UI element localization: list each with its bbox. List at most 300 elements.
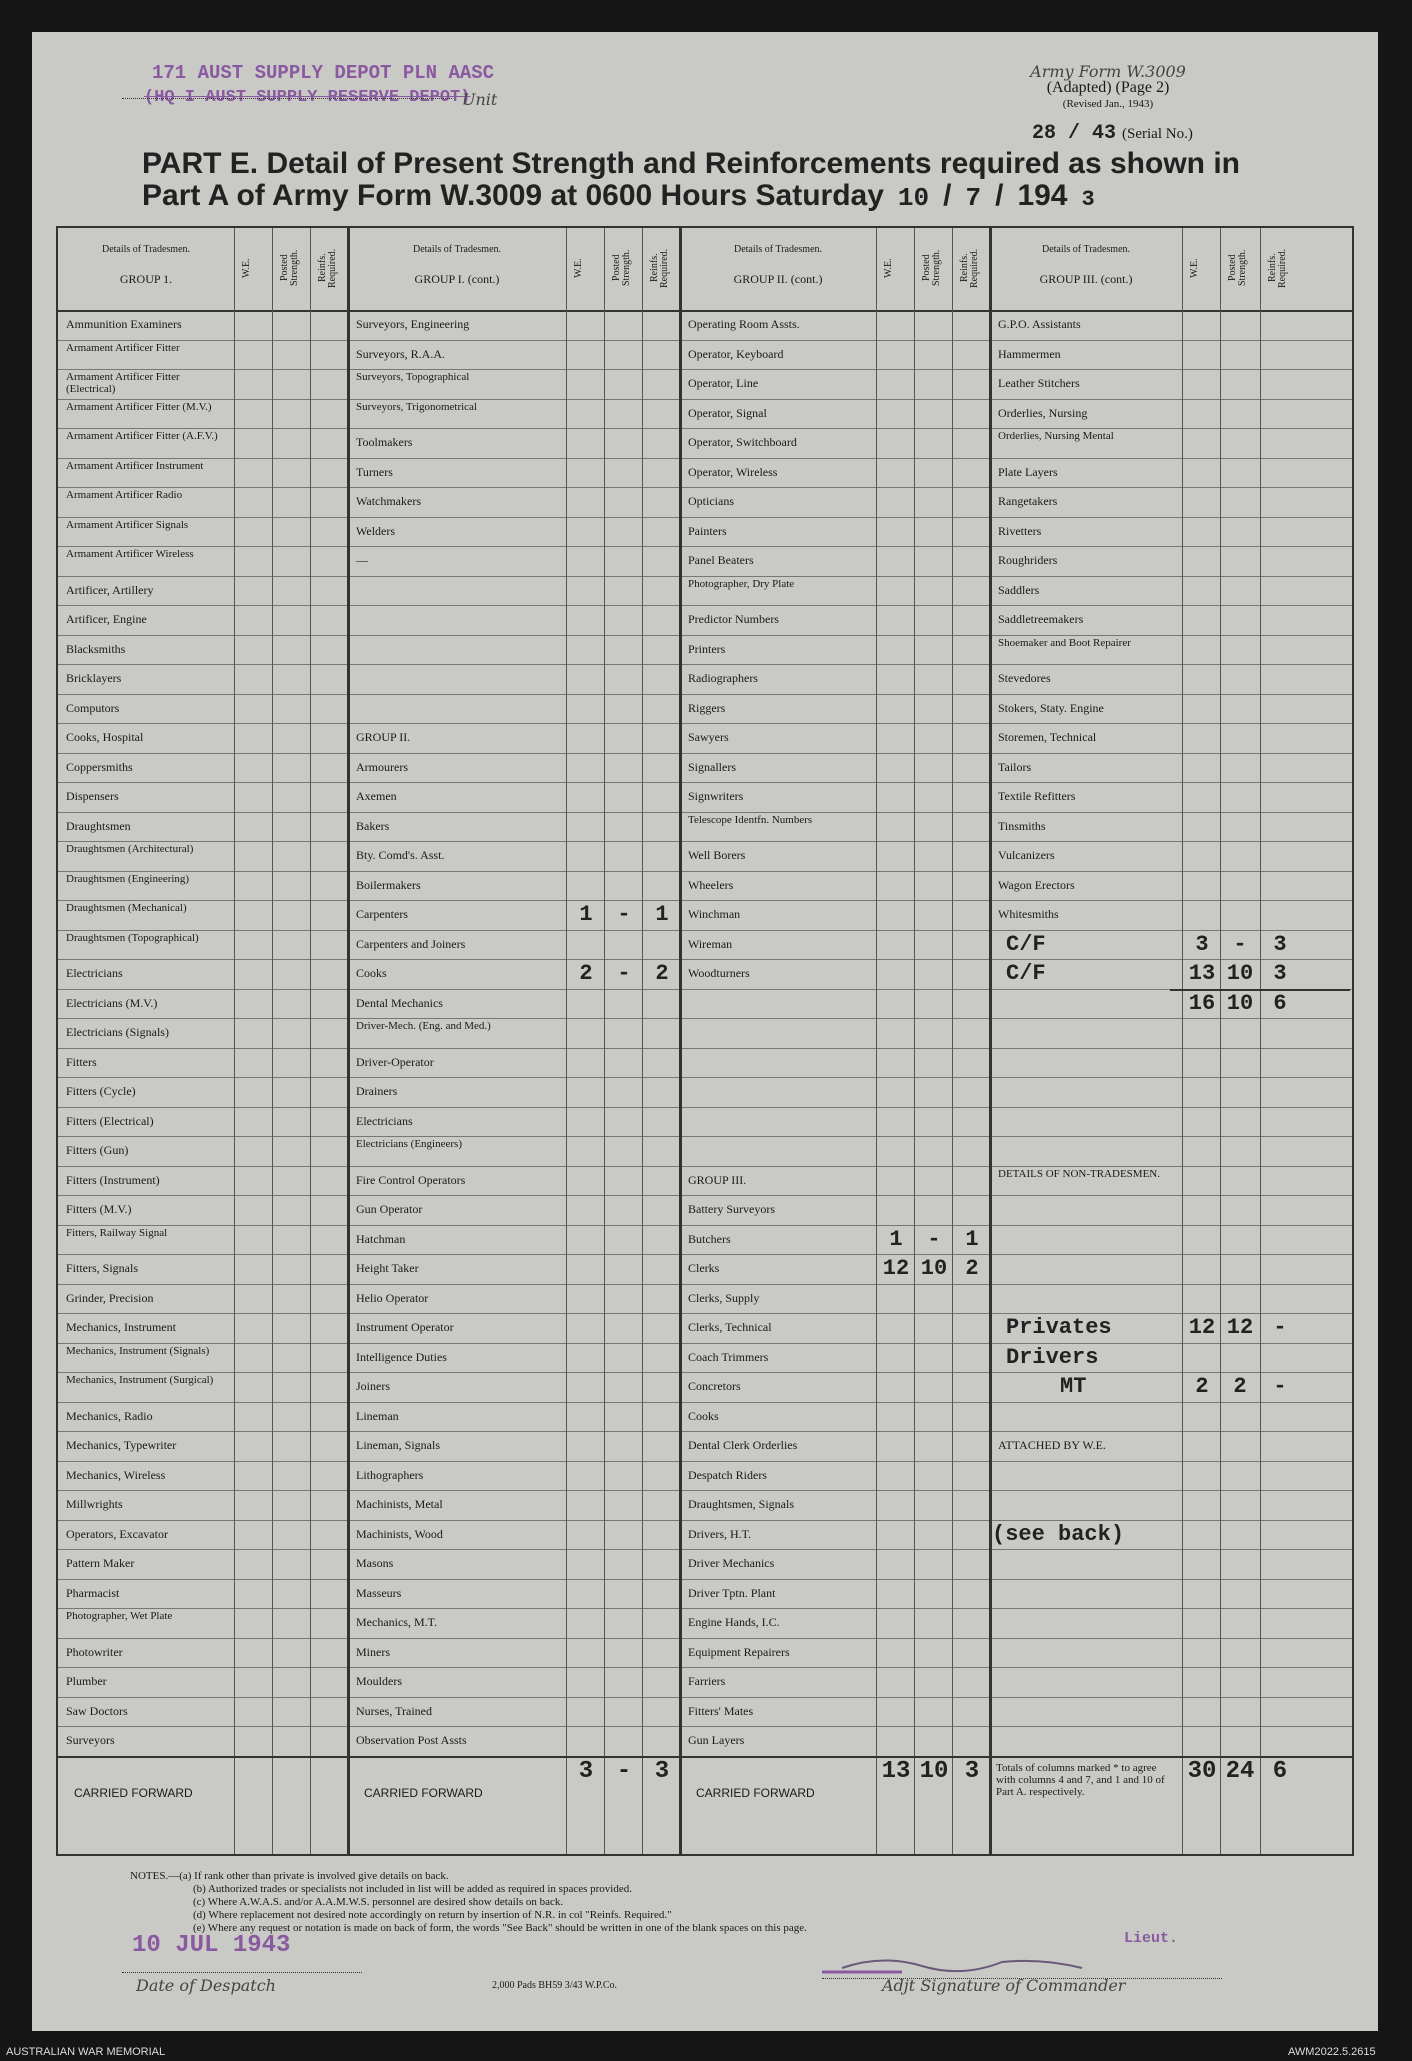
carried-forward-group1-reinfs: 3 [654, 1757, 670, 1785]
drivers-mt-label: MT [1060, 1374, 1087, 1399]
date-year-suffix: 3 [1081, 187, 1095, 212]
trade-label: Machinists, Wood [356, 1526, 443, 1541]
carried-forward-totals-posted: 24 [1225, 1757, 1255, 1785]
trade-label: Driver Mechanics [688, 1556, 775, 1570]
cf2-label: C/F [1006, 961, 1046, 986]
carpenters-value-we: 1 [579, 902, 593, 927]
trade-label: Rangetakers [998, 494, 1058, 508]
form-revised: (Revised Jan., 1943) [1062, 98, 1154, 110]
row-line [58, 1136, 1352, 1137]
cooks-value-reinfs: 2 [655, 961, 669, 986]
trade-label: Fitters' Mates [688, 1703, 754, 1718]
printer-note: 2,000 Pads BH59 3/43 W.P.Co. [492, 1980, 618, 1991]
trade-label: Carpenters [356, 907, 408, 921]
row-line [58, 428, 1352, 429]
trade-label: Ammunition Examiners [66, 317, 182, 331]
cf-total-value-we: 16 [1188, 990, 1216, 1016]
carried-forward-group2-we: 13 [881, 1757, 911, 1785]
trade-label: Storemen, Technical [998, 730, 1097, 744]
column-header-reinfs: Reinfs. Required. [317, 248, 338, 288]
trade-label: Turners [356, 464, 393, 479]
row-line [58, 1254, 1352, 1255]
row-line [58, 812, 1352, 813]
trade-label: Fitters (Instrument) [66, 1172, 160, 1187]
privates-label: Privates [1006, 1315, 1112, 1340]
row-line [58, 1018, 1352, 1019]
trade-label: Electricians [66, 966, 123, 980]
row-line [58, 1284, 1352, 1285]
trade-label: Draughtsmen [66, 818, 131, 833]
row-line [58, 723, 1352, 724]
date-day: 10 [897, 183, 930, 213]
privates-value-reinfs: - [1273, 1315, 1287, 1340]
trade-label: Millwrights [66, 1497, 123, 1511]
despatch-label: Date of Despatch [136, 1976, 276, 1995]
trade-label: Fire Control Operators [356, 1172, 466, 1187]
row-line [58, 1579, 1352, 1580]
trade-label: Wireman [688, 936, 733, 951]
date-year: 194 [1017, 179, 1068, 212]
column-header-details: Details of Tradesmen. [1041, 244, 1131, 255]
cf-total-value-reinfs: 6 [1273, 990, 1287, 1016]
trade-label: Photographer, Wet Plate [66, 1610, 173, 1622]
trade-label: Lineman, Signals [356, 1438, 440, 1452]
trade-label: Fitters (M.V.) [66, 1202, 132, 1216]
row-line [58, 635, 1352, 636]
form-page [32, 32, 1378, 2031]
row-line [58, 458, 1352, 459]
trade-label: Intelligence Duties [356, 1349, 447, 1364]
column-line [310, 228, 311, 1854]
trade-label: Dental Clerk Orderlies [688, 1438, 798, 1452]
clerks-a-value-posted: - [927, 1226, 941, 1252]
trade-label: Cooks [356, 966, 387, 980]
trade-label: Instrument Operator [356, 1320, 454, 1334]
trade-label: Operator, Switchboard [688, 435, 797, 449]
trade-label: Driver Tptn. Plant [688, 1585, 776, 1600]
trade-label: Butchers [688, 1231, 731, 1246]
trade-label: Battery Surveyors [688, 1202, 775, 1216]
row-line [58, 1195, 1352, 1196]
note-b: (b) Authorized trades or specialists not included in list will be added as required in spaces provided. [193, 1883, 632, 1895]
column-line [642, 228, 643, 1854]
trade-label: Operators, Excavator [66, 1526, 168, 1541]
column-header-reinfs: Reinfs. Required. [649, 248, 670, 288]
trade-label: Woodturners [688, 966, 750, 980]
row-line [58, 841, 1352, 842]
row-line [58, 487, 1352, 488]
trade-label: Surveyors, R.A.A. [356, 346, 445, 361]
trade-label: Riggers [688, 700, 726, 715]
trade-label: Stevedores [998, 671, 1051, 685]
row-line [58, 871, 1352, 872]
trade-label: Concretors [688, 1379, 741, 1393]
trade-label: Artificer, Engine [66, 612, 147, 626]
column-line [272, 228, 273, 1854]
column-line [566, 228, 567, 1854]
cf2-value-reinfs: 3 [1273, 961, 1287, 986]
trade-label: Mechanics, Radio [66, 1408, 153, 1423]
totals-note: Totals of columns marked * to agree with columns 4 and 7, and 1 and 10 of Part A. respectively. [996, 1761, 1165, 1798]
trade-label: Fitters, Signals [66, 1261, 139, 1275]
trade-label: Lithographers [356, 1467, 424, 1482]
trade-label: Saddletreemakers [998, 612, 1084, 626]
date-month: 7 [965, 183, 982, 213]
trade-label: Draughtsmen (Architectural) [66, 843, 194, 855]
section-divider [679, 228, 682, 1854]
form-adapted: (Adapted) (Page 2) [1046, 79, 1170, 96]
column-header-reinfs: Reinfs. Required. [1267, 248, 1288, 288]
trade-label: Cooks, Hospital [66, 730, 144, 744]
column-header-details: Details of Tradesmen. [101, 244, 191, 255]
form-name: Army Form W.3009 [1030, 62, 1186, 81]
title-line1: PART E. Detail of Present Strength and Reinforcements required as shown in [142, 147, 1240, 180]
trade-label: Orderlies, Nursing [998, 405, 1088, 420]
cf2-value-posted: 10 [1226, 961, 1254, 986]
carried-forward-group2-reinfs: 3 [964, 1757, 980, 1785]
trade-label: Armament Artificer Fitter (Electrical) [66, 371, 180, 395]
trade-label: Draughtsmen, Signals [688, 1497, 794, 1511]
column-line [1220, 228, 1221, 1854]
column-line [1182, 228, 1183, 1854]
trade-label: Armament Artificer Wireless [66, 548, 194, 560]
trade-label: Signwriters [688, 789, 744, 803]
trade-label: Engine Hands, I.C. [688, 1615, 780, 1629]
carpenters-value-reinfs: 1 [655, 902, 669, 927]
carried-forward-group1-posted: - [616, 1757, 632, 1785]
cf1-value-posted: - [1233, 931, 1247, 957]
trade-label: Fitters, Railway Signal [66, 1226, 168, 1239]
trade-label: Despatch Riders [688, 1467, 767, 1482]
carried-forward-group2-posted: 10 [919, 1757, 949, 1785]
trade-label: Opticians [688, 494, 734, 508]
trade-label: Panel Beaters [688, 553, 754, 567]
carried-forward-label: CARRIED FORWARD [364, 1785, 483, 1800]
column-header-details: Details of Tradesmen. [733, 244, 823, 255]
trade-label: Hatchman [356, 1231, 406, 1246]
row-line [58, 1726, 1352, 1727]
trade-label: Photographer, Dry Plate [688, 577, 795, 590]
clerks-a-value-reinfs: 1 [965, 1226, 979, 1252]
column-line [952, 228, 953, 1854]
trade-label: Surveyors, Engineering [356, 317, 470, 331]
privates-value-we: 12 [1188, 1315, 1216, 1340]
row-line [58, 1697, 1352, 1698]
unit-line [122, 98, 452, 99]
cf-total-rule [1170, 989, 1350, 991]
trade-label: Gun Layers [688, 1733, 745, 1747]
trade-label: Mechanics, M.T. [356, 1615, 438, 1629]
trade-label: Plumber [66, 1674, 107, 1688]
column-line [234, 228, 235, 1854]
unit-stamp: 171 AUST SUPPLY DEPOT PLN AASC [152, 62, 495, 84]
trade-label: Drivers, H.T. [688, 1526, 752, 1541]
row-line [58, 1343, 1352, 1344]
trade-label: Armament Artificer Radio [66, 489, 183, 501]
row-line [58, 1461, 1352, 1462]
trade-label: Fitters (Gun) [66, 1143, 129, 1157]
column-header-we: W.E. [1189, 258, 1200, 278]
column-line [604, 228, 605, 1854]
trade-label: Gun Operator [356, 1202, 423, 1216]
archive-credit: AUSTRALIAN WAR MEMORIAL [6, 2046, 166, 2058]
trade-label: Machinists, Metal [356, 1497, 443, 1511]
archive-id: AWM2022.5.2615 [1288, 2046, 1376, 2058]
drivers-label: Drivers [1006, 1344, 1099, 1370]
trade-label: Computors [66, 700, 120, 715]
trade-label: Boilermakers [356, 877, 421, 892]
trade-label: Roughriders [998, 553, 1058, 567]
row-line [58, 1402, 1352, 1403]
trade-label: Electricians (Engineers) [356, 1138, 462, 1150]
trade-label: GROUP III. [688, 1172, 747, 1187]
trade-label: Leather Stitchers [998, 376, 1080, 390]
column-header-group: GROUP II. (cont.) [733, 272, 823, 286]
row-line [58, 782, 1352, 783]
note-a: NOTES.—(a) If rank other than private is involved give details on back. [130, 1870, 449, 1882]
row-line [58, 900, 1352, 901]
trade-label: Fitters (Electrical) [66, 1113, 154, 1128]
row-line [58, 1077, 1352, 1078]
row-line [58, 1520, 1352, 1521]
signature-label: Adjt Signature of Commander [882, 1976, 1126, 1995]
trade-label: Tailors [998, 759, 1032, 774]
drivers-mt-value-we: 2 [1195, 1374, 1209, 1399]
cf1-value-reinfs: 3 [1273, 931, 1287, 957]
page-title: PART E. Detail of Present Strength and Reinforcements required as shown in Part A of Army Form W.3009 at 0600 Hours Saturday 10 / 7 / 194 3 [142, 148, 1302, 216]
column-header-group: GROUP III. (cont.) [1039, 272, 1133, 286]
row-line [58, 1048, 1352, 1049]
trade-label: Coppersmiths [66, 759, 133, 774]
column-header-posted: Posted Strength. [279, 249, 300, 287]
column-header-we: W.E. [241, 258, 252, 278]
trade-label: Orderlies, Nursing Mental [998, 430, 1114, 442]
trade-label: Electricians (Signals) [66, 1025, 169, 1039]
trade-label: Clerks, Technical [688, 1320, 772, 1334]
trade-label: Surveyors [66, 1733, 115, 1747]
trade-label: Operator, Keyboard [688, 346, 784, 361]
row-line [58, 959, 1352, 960]
trade-label: Mechanics, Instrument (Signals) [66, 1344, 210, 1357]
row-line [58, 694, 1352, 695]
trade-label: Lineman [356, 1408, 399, 1423]
trade-label: Painters [688, 523, 727, 538]
serial-number: 28 / 43 [1032, 122, 1117, 145]
carried-forward-label: CARRIED FORWARD [74, 1785, 193, 1800]
trade-label: Tinsmiths [998, 818, 1046, 833]
carried-forward-totals-we: 30 [1187, 1757, 1217, 1785]
trade-label: Masseurs [356, 1585, 402, 1600]
trade-label: G.P.O. Assistants [998, 317, 1081, 331]
trade-label: Wheelers [688, 877, 734, 892]
despatch-date-stamp: 10 JUL 1943 [132, 1932, 291, 1959]
row-line [58, 989, 1352, 990]
cf2-value-we: 13 [1188, 961, 1216, 986]
trade-label: Armament Artificer Fitter (A.F.V.) [66, 430, 218, 442]
column-header-reinfs: Reinfs. Required. [959, 248, 980, 288]
trade-label: Surveyors, Topographical [356, 371, 470, 383]
trade-label: Rivetters [998, 523, 1042, 538]
trade-label: Electricians [356, 1113, 413, 1128]
column-header-group: GROUP 1. [119, 272, 173, 286]
carpenters-value-posted: - [617, 902, 631, 927]
trade-label: Draughtsmen (Engineering) [66, 872, 190, 885]
clerks-b-value-reinfs: 2 [965, 1256, 979, 1281]
row-line [58, 340, 1352, 341]
title-line2: Part A of Army Form W.3009 at 0600 Hours Saturday [142, 179, 884, 212]
trade-label: Plate Layers [998, 464, 1058, 479]
trade-label: Operator, Signal [688, 405, 767, 420]
trade-label: Operating Room Assts. [688, 317, 800, 331]
trade-label: Armament Artificer Fitter (M.V.) [66, 400, 212, 413]
row-line [58, 753, 1352, 754]
signature-line [822, 1950, 1222, 1979]
trade-label: Carpenters and Joiners [356, 936, 466, 951]
clerks-b-value-posted: 10 [920, 1256, 948, 1281]
trade-label: Electricians (M.V.) [66, 995, 158, 1010]
cooks-value-posted: - [617, 961, 631, 986]
trade-label: Masons [356, 1556, 394, 1570]
trade-label: Radiographers [688, 671, 758, 685]
trade-label: Armament Artificer Fitter [66, 341, 180, 354]
trade-label: Moulders [356, 1674, 402, 1688]
row-line [58, 1225, 1352, 1226]
trade-label: Draughtsmen (Mechanical) [66, 902, 187, 914]
trade-label: Fitters [66, 1054, 97, 1069]
trade-label: Draughtsmen (Topographical) [66, 931, 199, 944]
trade-label: — [356, 553, 368, 567]
section-divider [989, 228, 992, 1854]
drivers-mt-value-reinfs: - [1273, 1374, 1287, 1399]
trade-label: Grinder, Precision [66, 1290, 154, 1305]
strength-table [56, 226, 1354, 1856]
trade-label: Miners [356, 1644, 390, 1659]
row-line [58, 1638, 1352, 1639]
cooks-value-we: 2 [579, 961, 593, 986]
form-id [988, 64, 1228, 112]
privates-value-posted: 12 [1226, 1315, 1254, 1340]
see-back-note: (see back) [992, 1521, 1125, 1547]
trade-label: Shoemaker and Boot Repairer [998, 636, 1131, 649]
notes [130, 1870, 1230, 1935]
column-header-posted: Posted Strength. [611, 249, 632, 287]
trade-label: Stokers, Staty. Engine [998, 700, 1104, 715]
trade-label: Helio Operator [356, 1290, 429, 1305]
cf1-label: C/F [1006, 931, 1046, 957]
trade-label: Driver-Mech. (Eng. and Med.) [356, 1020, 491, 1032]
trade-label: Axemen [356, 789, 397, 803]
trade-label: Mechanics, Instrument (Surgical) [66, 1374, 214, 1386]
trade-label: Dental Mechanics [356, 995, 443, 1010]
trade-label: Bty. Comd's. Asst. [356, 848, 445, 862]
carried-forward-group1-we: 3 [578, 1757, 594, 1785]
trade-label: Photowriter [66, 1644, 123, 1659]
trade-label: Observation Post Assts [356, 1733, 467, 1747]
carried-forward-divider [58, 1756, 1352, 1758]
trade-label: Operator, Wireless [688, 464, 778, 479]
carried-forward-label: CARRIED FORWARD [696, 1785, 815, 1800]
row-line [58, 1431, 1352, 1432]
row-line [58, 399, 1352, 400]
trade-label: ATTACHED BY W.E. [998, 1438, 1106, 1452]
trade-label: Predictor Numbers [688, 612, 779, 626]
row-line [58, 1667, 1352, 1668]
clerks-a-value-we: 1 [889, 1226, 903, 1252]
unit-label: Unit [462, 90, 498, 109]
trade-label: Mechanics, Instrument [66, 1320, 176, 1334]
column-header-details: Details of Tradesmen. [412, 244, 502, 255]
trade-label: Bricklayers [66, 671, 122, 685]
row-line [58, 1490, 1352, 1491]
trade-label: Driver-Operator [356, 1054, 434, 1069]
trade-label: Saddlers [998, 582, 1040, 597]
trade-label: Sawyers [688, 730, 729, 744]
row-line [58, 1107, 1352, 1108]
trade-label: Nurses, Trained [356, 1703, 433, 1718]
trade-label: Welders [356, 523, 396, 538]
trade-label: Pharmacist [66, 1585, 120, 1600]
trade-label: Mechanics, Typewriter [66, 1438, 177, 1452]
signature-rank: Lieut. [1124, 1930, 1179, 1947]
drivers-mt-value-posted: 2 [1233, 1374, 1247, 1399]
note-e: (e) Where any request or notation is made on back of form, the words "See Back" should be written in one of the blank spaces on this page. [193, 1922, 807, 1934]
row-line [58, 605, 1352, 606]
trade-label: Dispensers [66, 789, 119, 803]
column-line [1260, 228, 1261, 1854]
trade-label: Artificer, Artillery [66, 582, 154, 597]
trade-label: Wagon Erectors [998, 877, 1075, 892]
row-line [58, 1608, 1352, 1609]
trade-label: Armourers [356, 759, 408, 774]
trade-label: Hammermen [998, 346, 1061, 361]
carried-forward-totals-reinfs: 6 [1272, 1757, 1288, 1785]
column-header-group: GROUP I. (cont.) [414, 272, 500, 286]
unit-stamp-old: (HQ I AUST SUPPLY RESERVE DEPOT) [144, 88, 471, 107]
row-line [58, 576, 1352, 577]
section-divider [347, 228, 350, 1854]
trade-label: Bakers [356, 818, 390, 833]
trade-label: Mechanics, Wireless [66, 1467, 166, 1482]
trade-label: Printers [688, 641, 726, 656]
trade-label: Clerks, Supply [688, 1290, 760, 1305]
row-line [58, 1372, 1352, 1373]
row-line [58, 369, 1352, 370]
serial-label: (Serial No.) [1122, 126, 1193, 142]
row-line [58, 517, 1352, 518]
row-line [58, 546, 1352, 547]
trade-label: Armament Artificer Signals [66, 518, 189, 531]
trade-label: Fitters (Cycle) [66, 1084, 136, 1098]
trade-label: Coach Trimmers [688, 1349, 769, 1364]
trade-label: Height Taker [356, 1261, 419, 1275]
note-d: (d) Where replacement not desired note accordingly on return by insertion of N.R. in col "Reinfs. Required." [193, 1909, 672, 1921]
cf1-value-we: 3 [1195, 931, 1209, 957]
column-header-posted: Posted Strength. [921, 249, 942, 287]
row-line [58, 1549, 1352, 1550]
trade-label: Well Borers [688, 848, 746, 862]
trade-label: Farriers [688, 1674, 726, 1688]
trade-label: Armament Artificer Instrument [66, 459, 204, 472]
trade-label: Textile Refitters [998, 789, 1076, 803]
trade-label: Clerks [688, 1261, 720, 1275]
trade-label: Whitesmiths [998, 907, 1059, 921]
trade-label: Telescope Identfn. Numbers [688, 813, 813, 826]
trade-label: Cooks [688, 1408, 719, 1423]
column-header-we: W.E. [573, 258, 584, 278]
trade-label: Drainers [356, 1084, 398, 1098]
trade-label: Blacksmiths [66, 641, 126, 656]
row-line [58, 930, 1352, 931]
